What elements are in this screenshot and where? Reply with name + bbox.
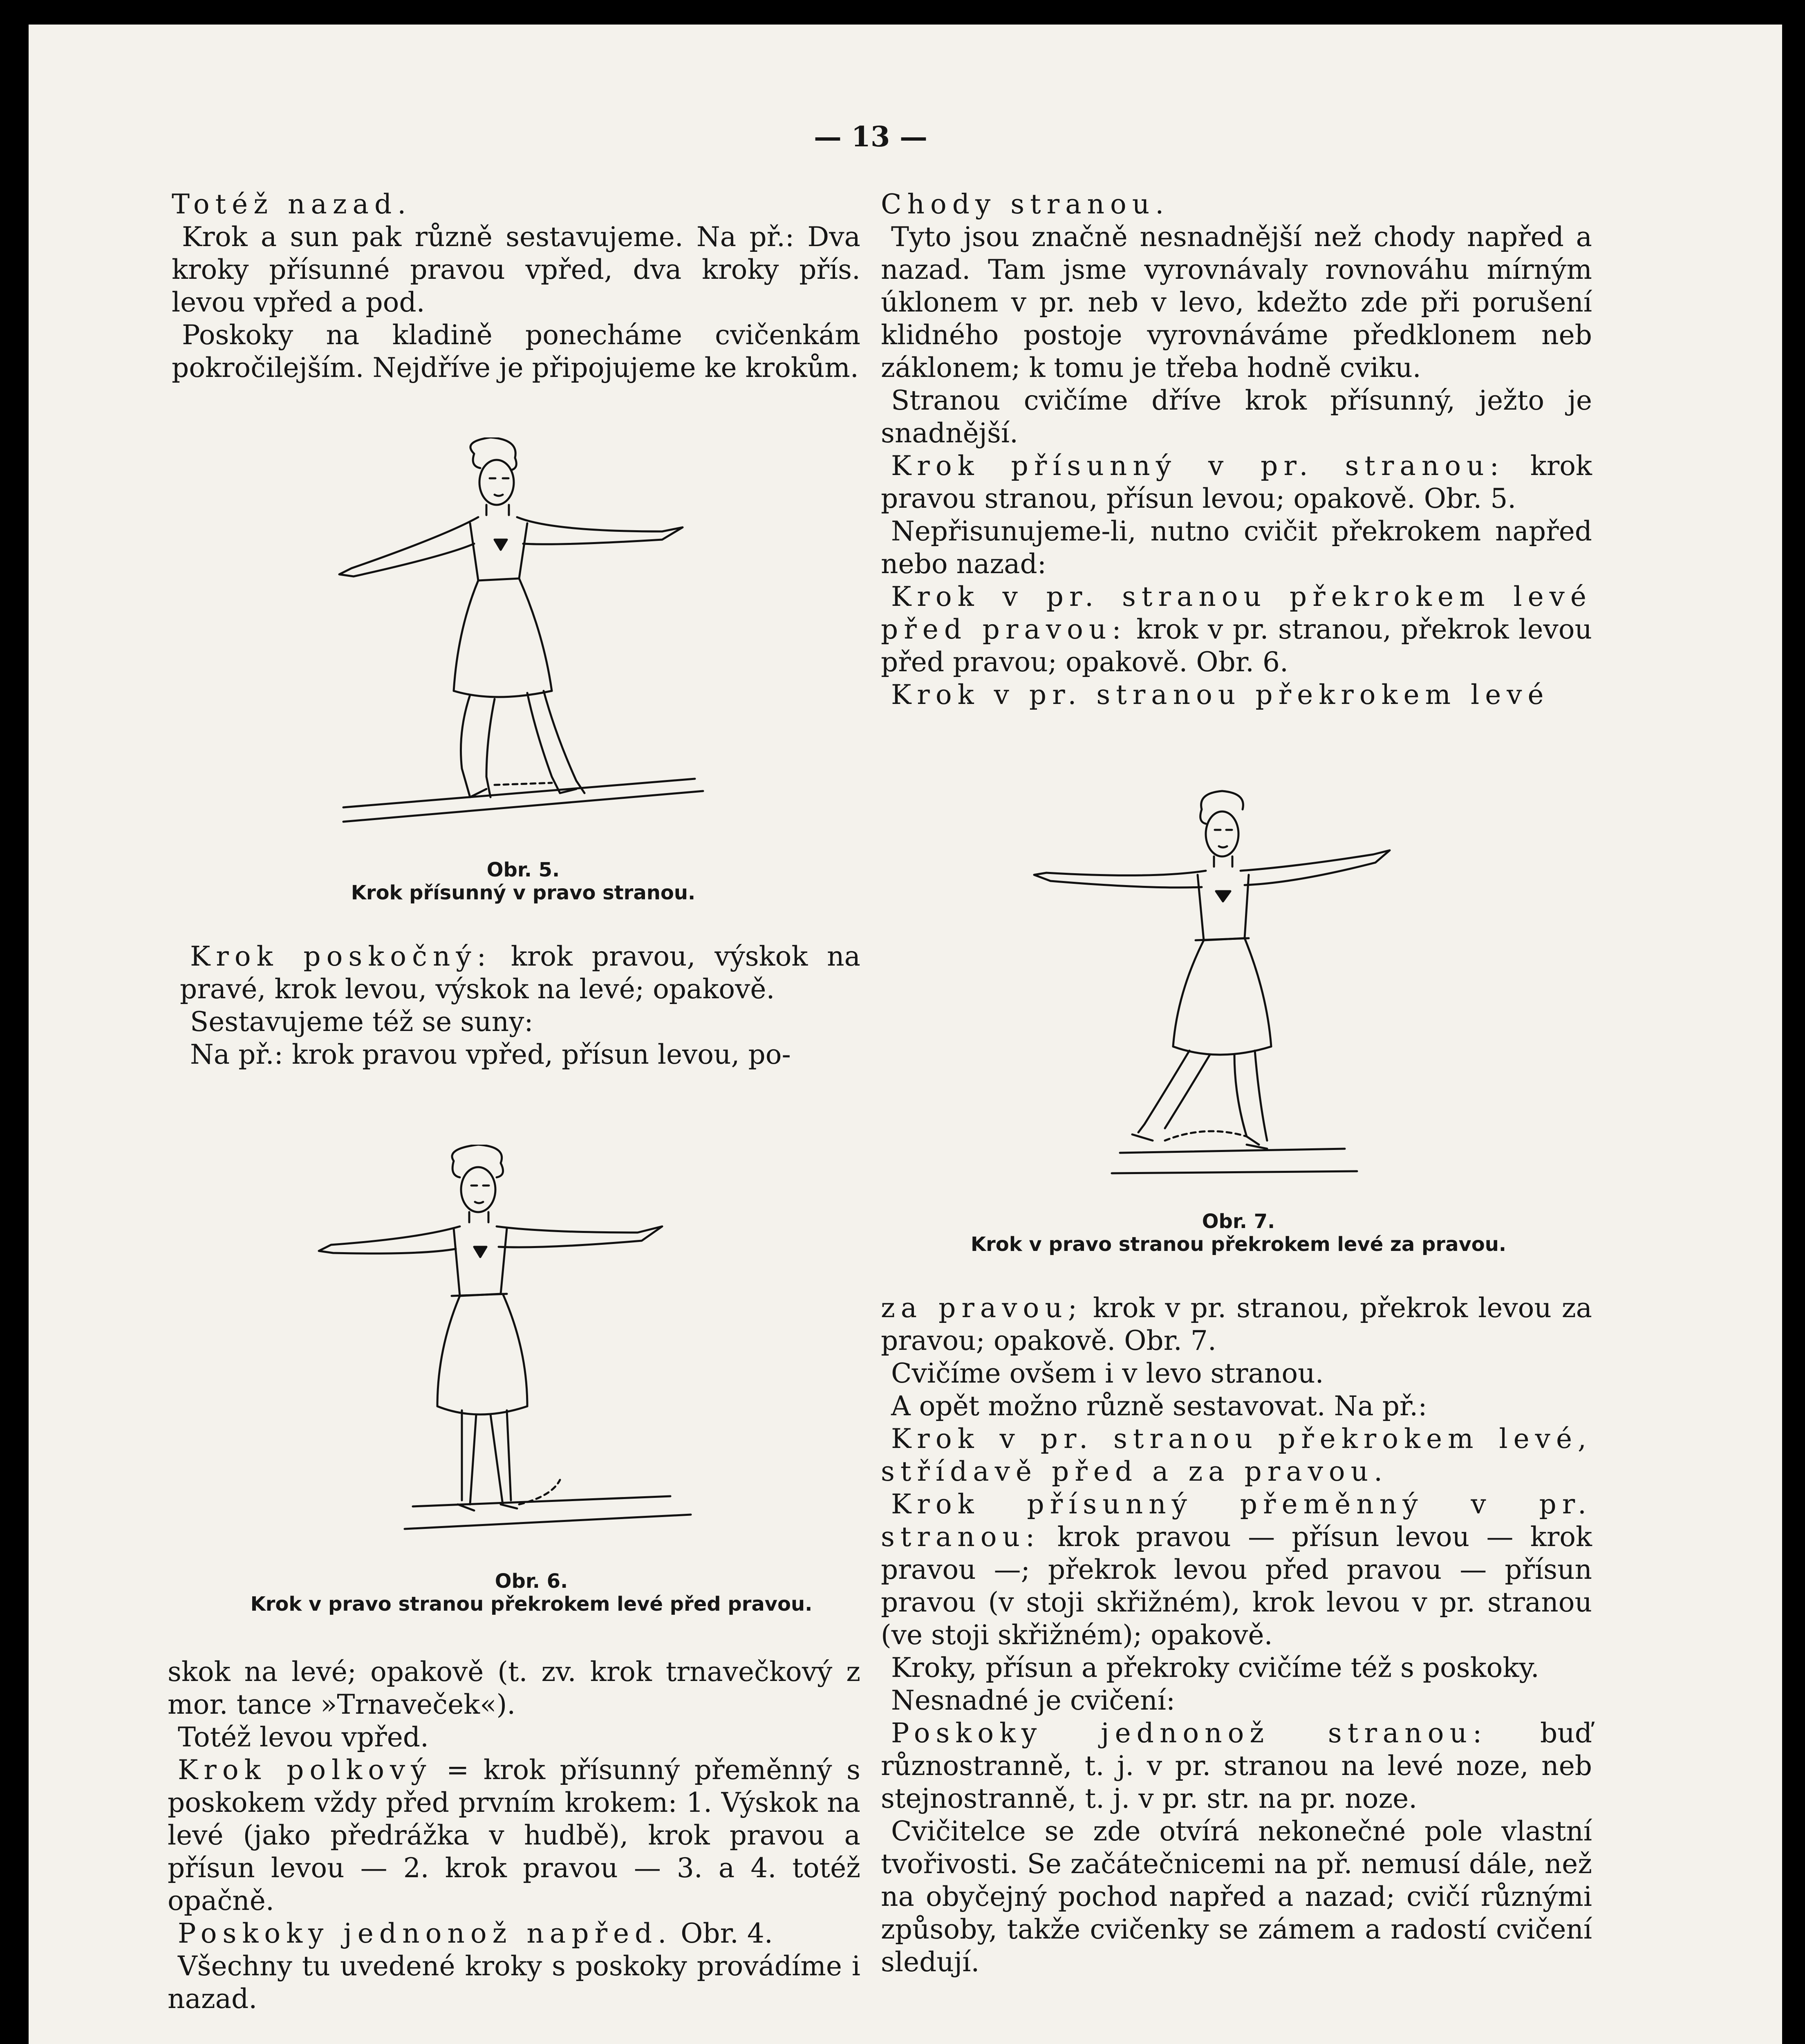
paragraph: Na př.: krok pravou vpřed, přísun levou, po- xyxy=(190,1039,791,1070)
figure-5-number: Obr. 5. xyxy=(486,858,560,881)
paragraph: Všechny tu uvedené kroky s poskoky provádíme i nazad. xyxy=(168,1950,860,2015)
paragraph: Totéž levou vpřed. xyxy=(178,1721,429,1753)
figure-6-caption xyxy=(208,1570,854,1616)
left-column-bottom xyxy=(168,1656,860,2015)
paragraph xyxy=(881,1423,1592,1488)
figure-5-title: Krok přísunný v pravo stranou. xyxy=(351,881,696,904)
paragraph: Kroky, přísun a překroky cvičíme též s poskoky. xyxy=(891,1652,1539,1683)
term-poskoky-stranou: Poskoky jednonož stranou: xyxy=(891,1717,1488,1749)
right-column-bottom xyxy=(881,1292,1592,1979)
figure-5-illustration xyxy=(323,437,732,826)
paragraph: Poskoky na kladině ponecháme cvičenkám pokročilejším. Nejdříve je připojujeme ke krokům. xyxy=(172,319,860,383)
subheading-toteZ-nazad: Totéž nazad. xyxy=(172,188,412,220)
term-stridave: Krok v pr. stranou překrokem levé, střídavě před a za pravou. xyxy=(881,1423,1592,1487)
figure-6-title: Krok v pravo stranou překrokem levé před pravou. xyxy=(250,1593,813,1616)
right-column-top xyxy=(881,188,1592,711)
paragraph: Stranou cvičíme dříve krok přísunný, ježto je snadnější. xyxy=(881,385,1592,449)
term-krok-polkovy: Krok polkový xyxy=(178,1754,432,1786)
paragraph: Krok v pr. stranou překrokem levé před pravou: krok v pr. stranou, překrok levou před pravou; opakově. Obr. 6. xyxy=(881,581,1592,678)
paragraph: Nesnadné je cvičení: xyxy=(891,1685,1176,1716)
paragraph: Krok poskočný: krok pravou, výskok na pravé, krok levou, výskok na levé; opakově. xyxy=(180,941,860,1005)
term-krok-poskocny: Krok poskočný: xyxy=(190,941,492,972)
term-krok-premenny: Krok přísunný přeměnný v pr. stranou: xyxy=(881,1488,1592,1553)
paragraph: Krok přísunný přeměnný v pr. stranou: krok pravou — přísun levou — krok pravou —; překrok levou před pravou — přísun pravou (v stoji skřižném), krok levou v pr. stranou (ve stoji skřižném); opakově. xyxy=(881,1488,1592,1651)
paragraph: Cvičitelce se zde otvírá nekonečné pole vlastní tvořivosti. Se začátečnicemi na př. nemusí dále, než na obyčejný pochod napřed a nazad; cvičí různými způsoby, takže cvičenky se zámem a radostí cvičení sledují. xyxy=(881,1815,1592,1978)
heading-chody-stranou: Chody stranou. xyxy=(881,188,1170,220)
paragraph: skok na levé; opakově (t. zv. krok trnavečkový z mor. tance »Trnaveček«). xyxy=(168,1656,860,1720)
paragraph: Krok přísunný v pr. stranou: krok pravou stranou, přísun levou; opakově. Obr. 5. xyxy=(881,450,1592,514)
figure-7-caption xyxy=(920,1210,1557,1256)
left-column-middle xyxy=(180,940,860,1071)
term-krok-prekrokem-pred: Krok v pr. stranou překrokem levé před pravou: xyxy=(881,581,1592,645)
paragraph: Poskoky jednonož stranou: buď různostranně, t. j. v pr. stranou na levé noze, neb stejnostranně, t. j. v pr. str. na pr. noze. xyxy=(881,1717,1592,1814)
term-krok-prekrokem-za: Krok v pr. stranou překrokem levé xyxy=(891,679,1550,710)
paragraph: za pravou; krok v pr. stranou, překrok levou za pravou; opakově. Obr. 7. xyxy=(881,1292,1592,1356)
figure-7-title: Krok v pravo stranou překrokem levé za pravou. xyxy=(970,1233,1507,1256)
paragraph: A opět možno různě sestavovat. Na př.: xyxy=(891,1390,1427,1422)
paragraph: Krok a sun pak různě sestavujeme. Na př.: Dva kroky přísunné pravou vpřed, dva kroky přís. levou vpřed a pod. xyxy=(172,221,860,318)
paragraph: Sestavujeme též se suny: xyxy=(190,1006,533,1038)
paragraph: Cvičíme ovšem i v levo stranou. xyxy=(891,1358,1324,1389)
figure-7-illustration xyxy=(1030,789,1422,1177)
figure-5-caption xyxy=(294,858,752,904)
paragraph xyxy=(881,679,1592,711)
figure-7-number: Obr. 7. xyxy=(1202,1210,1275,1233)
term-krok-prisunny: Krok přísunný v pr. stranou: xyxy=(891,450,1505,482)
paragraph: Krok polkový = krok přísunný přeměnný s poskokem vždy před prvním krokem: 1. Výskok na levé (jako předrážka v hudbě), krok pravou a přísun levou — 2. krok pravou — 3. a 4. totéž opačně. xyxy=(168,1754,860,1916)
term-za-pravou: za pravou; xyxy=(881,1292,1083,1324)
paragraph: Tyto jsou značně nesnadnější než chody napřed a nazad. Tam jsme vyrovnávaly rovnováhu mírným úklonem v pr. neb v levo, kdežto zde při porušení klidného postoje vyrovnáváme předklonem neb záklonem; k tomu je třeba hodně cviku. xyxy=(881,221,1592,383)
paragraph: Poskoky jednonož napřed. Obr. 4. xyxy=(178,1918,773,1949)
figure-6-illustration xyxy=(315,1145,732,1533)
book-page xyxy=(29,25,1782,2044)
page-number: — 13 — xyxy=(814,121,927,153)
left-column-top xyxy=(172,188,860,384)
figure-6-number: Obr. 6. xyxy=(495,1570,568,1593)
term-poskoky-jednonoz-napred: Poskoky jednonož napřed. xyxy=(178,1918,672,1949)
paragraph: Nepřisunujeme-li, nutno cvičit překrokem napřed nebo nazad: xyxy=(881,515,1592,580)
